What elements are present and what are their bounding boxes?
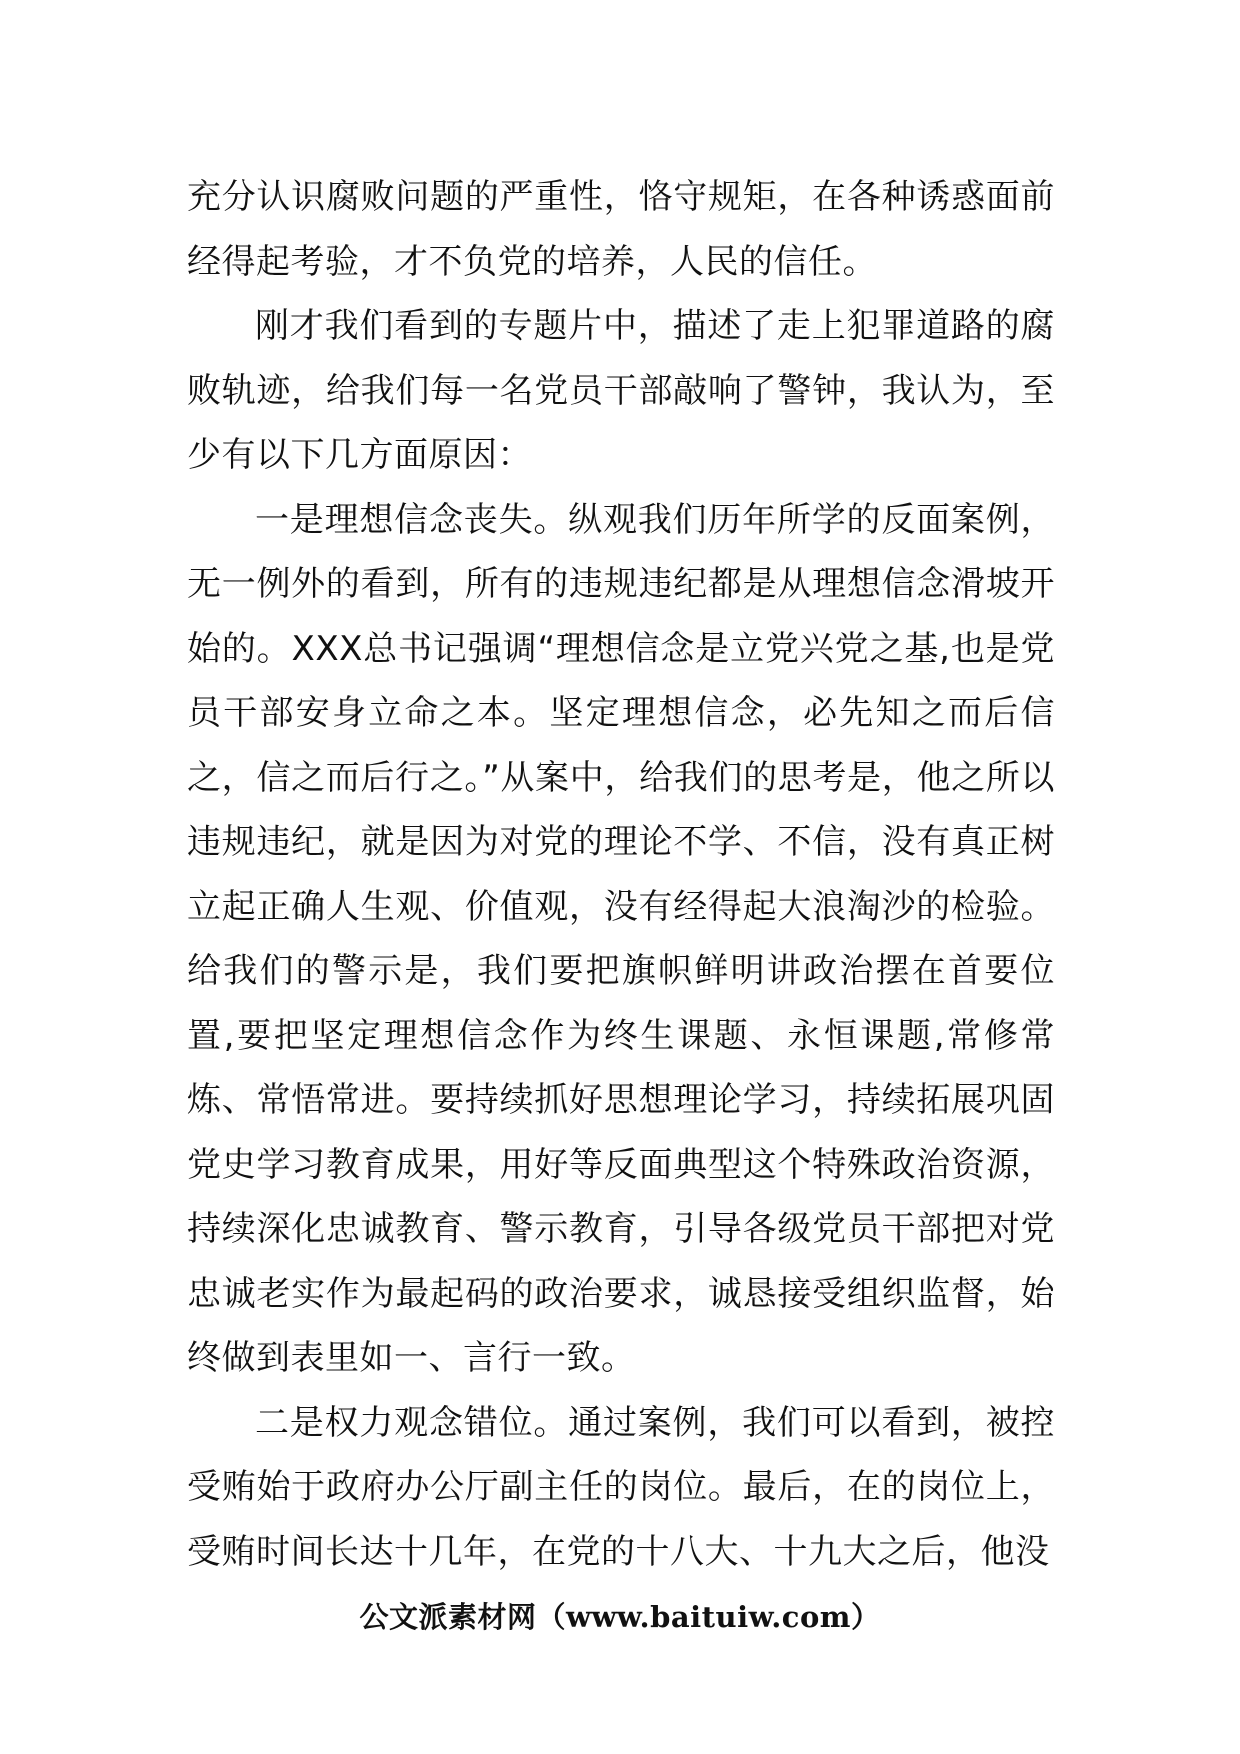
paragraph-4: 二是权力观念错位。通过案例，我们可以看到，被控受贿始于政府办公厅副主任的岗位。最后，在的岗位上，受贿时间长达十几年，在党的十八大、十九大之后，他没 — [187, 1402, 1055, 1572]
paragraph-2: 刚才我们看到的专题片中，描述了走上犯罪道路的腐败轨迹，给我们每一名党员干部敲响了警钟，我认为，至少有以下几方面原因： — [187, 306, 1055, 475]
paragraph-3: 一是理想信念丧失。纵观我们历年所学的反面案例，无一例外的看到，所有的违规违纪都是从理想信念滑坡开始的。XXX总书记强调“理想信念是立党兴党之基,也是党员干部安身立命之本。坚定理想信念，必先知之而后信之，信之而后行之。”从案中，给我们的思考是，他之所以违规违纪，就是因为对党的理论不学、不信，没有真正树立起正确人生观、价值观，没有经得起大浪淘沙的检验。给我们的警示是，我们要把旗帜鲜明讲政治摆在首要位置,要把坚定理想信念作为终生课题、永恒课题,常修常炼、常悟常进。要持续抓好思想理论学习，持续拓展巩固党史学习教育成果，用好等反面典型这个特殊政治资源，持续深化忠诚教育、警示教育，引导各级党员干部把对党忠诚老实作为最起码的政治要求，诚恳接受组织监督，始终做到表里如一、言行一致。 — [187, 499, 1055, 1378]
document-body — [187, 165, 1055, 1584]
paragraph-1: 充分认识腐败问题的严重性，恪守规矩，在各种诱惑面前经得起考验，才不负党的培养，人民的信任。 — [187, 177, 1055, 282]
footer-watermark: 公文派素材网（www.baituiw.com） — [359, 1600, 881, 1634]
